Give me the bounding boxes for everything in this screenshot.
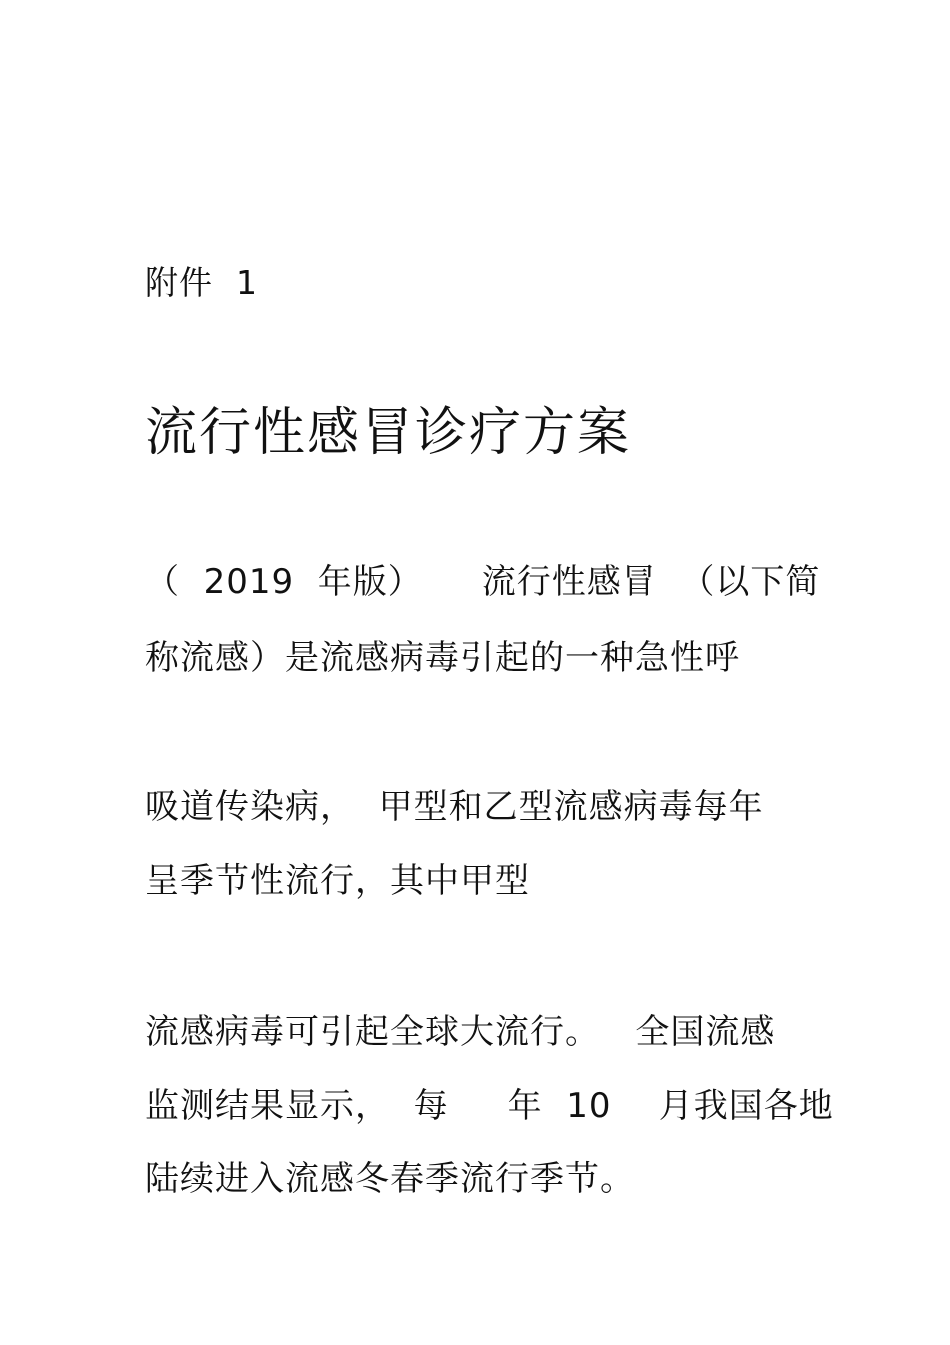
body-line-5: 流感病毒可引起全球大流行。 全国流感 <box>145 1012 776 1052</box>
body-line-7: 陆续进入流感冬春季流行季节。 <box>145 1159 635 1199</box>
body-line-6: 监测结果显示， 每 年 10 月我国各地 <box>145 1086 834 1126</box>
attachment-label: 附件 1 <box>145 263 258 302</box>
document-title: 流行性感冒诊疗方案 <box>145 403 632 463</box>
body-line-1: （ 2019 年版） 流行性感冒 （以下简 <box>145 562 821 602</box>
body-line-2: 称流感）是流感病毒引起的一种急性呼 <box>145 638 740 678</box>
body-line-4: 呈季节性流行，其中甲型 <box>145 861 530 901</box>
body-line-3: 吸道传染病， 甲型和乙型流感病毒每年 <box>145 787 764 827</box>
